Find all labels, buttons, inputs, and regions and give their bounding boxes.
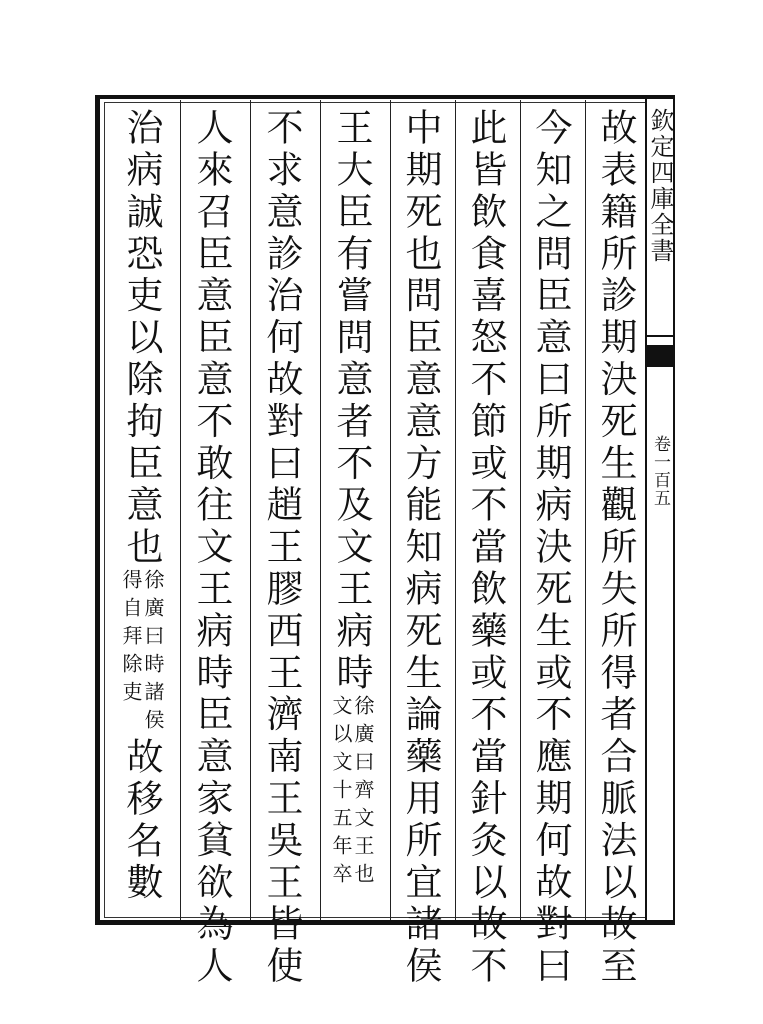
column-rule (250, 100, 251, 920)
column-text: 人來召臣意臣意不敢往文王病時臣意家貧欲為人 (190, 108, 233, 988)
text-column-4 (397, 108, 443, 988)
commentary-line-right: 徐廣曰齊文王也 (351, 694, 375, 891)
fishtail-line (647, 335, 673, 337)
column-text: 王大臣有嘗問意者不及文王病時 (330, 108, 373, 695)
text-column-6 (258, 108, 304, 988)
column-rule (320, 100, 321, 920)
commentary-line-left: 文以文十五年卒 (329, 694, 353, 891)
column-rule (585, 100, 586, 920)
commentary-line-right: 徐廣曰時諸侯 (141, 568, 165, 737)
commentary-note (120, 569, 164, 737)
column-text-tail: 故移名數 (120, 736, 163, 905)
fishtail-mark (647, 345, 673, 367)
column-text: 不求意診治何故對曰趙王膠西王濟南王吳王皆使 (260, 108, 303, 988)
text-column-8 (118, 108, 164, 908)
commentary-note (330, 695, 374, 891)
text-column-1 (592, 108, 638, 988)
commentary-line-left: 得自拜除吏 (119, 568, 143, 709)
column-text: 故表籍所診期決死生觀所失所得者合脈法以故至 (594, 108, 637, 988)
text-column-5 (328, 108, 374, 908)
margin-book-title: 欽定四庫全書 (646, 108, 674, 264)
margin-volume-number: 卷一百五 (650, 435, 670, 507)
column-rule (520, 100, 521, 920)
text-column-2 (527, 108, 573, 988)
column-text: 今知之問臣意曰所期病決死生或不應期何故對曰 (529, 108, 572, 988)
column-text: 此皆飲食喜怒不節或不當飲藥或不當針灸以故不 (464, 108, 507, 988)
column-rule (180, 100, 181, 920)
text-column-7 (188, 108, 234, 988)
text-column-3 (462, 108, 508, 988)
column-text: 治病誠恐吏以除拘臣意也 (120, 108, 163, 569)
column-text: 中期死也問臣意意方能知病死生論藥用所宜諸侯 (399, 108, 442, 988)
column-rule (390, 100, 391, 920)
column-rule (455, 100, 456, 920)
